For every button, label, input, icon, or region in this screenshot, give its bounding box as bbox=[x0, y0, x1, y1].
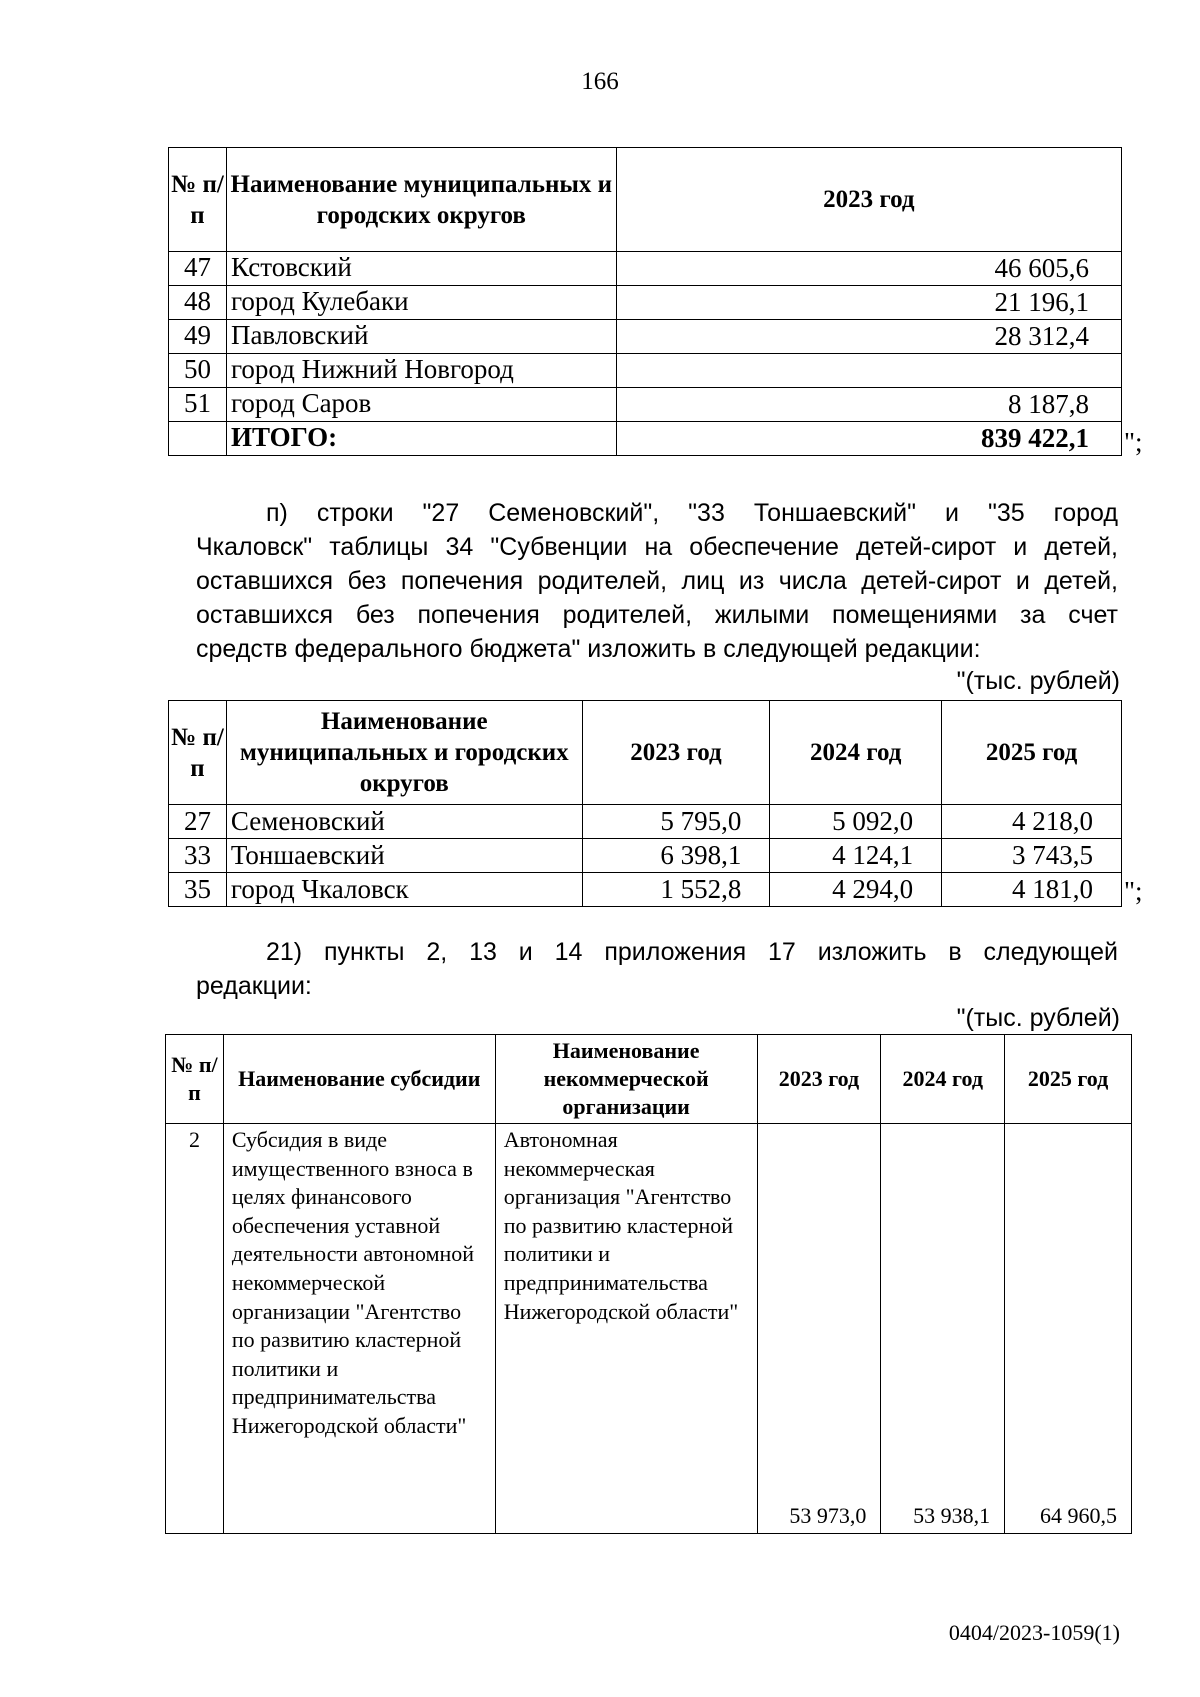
total-value: 839 422,1 bbox=[616, 422, 1121, 456]
total-label: ИТОГО: bbox=[226, 422, 616, 456]
row-value bbox=[616, 354, 1121, 388]
table1-closing-quote: "; bbox=[1124, 427, 1143, 457]
registration-number: 0404/2023-1059(1) bbox=[948, 1620, 1120, 1645]
row-2025: 64 960,5 bbox=[1005, 1124, 1132, 1534]
row-subsidy-name: Субсидия в виде имущественного взноса в целях финансового обеспечения уставной деятельности автономной некоммерческой организации "Агентство по развитию кластерной политики и предпринимательства Нижегородской области" bbox=[223, 1124, 495, 1534]
total-row bbox=[169, 422, 1122, 456]
table-row bbox=[169, 839, 1122, 873]
col-header-2023: 2023 год bbox=[757, 1035, 881, 1124]
paragraph-line: п) строки "27 Семеновский", "33 Тоншаевский" и "35 город bbox=[266, 499, 1118, 527]
row-name: город Чкаловск bbox=[226, 873, 582, 907]
row-num: 27 bbox=[169, 805, 227, 839]
col-header-2024: 2024 год bbox=[881, 1035, 1005, 1124]
table-row bbox=[169, 873, 1122, 907]
row-value: 21 196,1 bbox=[616, 286, 1121, 320]
page-number: 166 bbox=[581, 68, 619, 95]
row-num: 50 bbox=[169, 354, 227, 388]
row-name: город Нижний Новгород bbox=[226, 354, 616, 388]
paragraph-line: средств федерального бюджета" изложить в следующей редакции: bbox=[196, 635, 981, 663]
row-name: город Саров bbox=[226, 388, 616, 422]
row-value: 8 187,8 bbox=[616, 388, 1121, 422]
table-row bbox=[169, 388, 1122, 422]
paragraph-line: 21) пункты 2, 13 и 14 приложения 17 изложить в следующей bbox=[266, 938, 1118, 966]
row-num: 49 bbox=[169, 320, 227, 354]
table-row bbox=[166, 1124, 1132, 1534]
row-2024: 4 294,0 bbox=[770, 873, 942, 907]
row-2024: 5 092,0 bbox=[770, 805, 942, 839]
table-row bbox=[169, 354, 1122, 388]
table-34-subventions bbox=[168, 700, 1122, 907]
col-header-name: Наименование муниципальных и городских округов bbox=[226, 148, 616, 252]
table-appendix-17 bbox=[165, 1034, 1132, 1534]
paragraph-21 bbox=[196, 935, 1118, 1003]
row-num: 33 bbox=[169, 839, 227, 873]
row-organization-name: Автономная некоммерческая организация "Агентство по развитию кластерной политики и предпринимательства Нижегородской области" bbox=[495, 1124, 757, 1534]
row-2024: 53 938,1 bbox=[881, 1124, 1005, 1534]
row-num: 35 bbox=[169, 873, 227, 907]
table-row bbox=[169, 805, 1122, 839]
table-row bbox=[169, 252, 1122, 286]
paragraph-line: оставшихся без попечения родителей, жилыми помещениями за счет bbox=[196, 601, 1118, 629]
row-name: Кстовский bbox=[226, 252, 616, 286]
col-header-2024: 2024 год bbox=[770, 701, 942, 805]
col-header-organization: Наименование некоммерческой организации bbox=[495, 1035, 757, 1124]
paragraph-line: редакции: bbox=[196, 972, 312, 1000]
paragraph-p bbox=[196, 496, 1118, 666]
row-2023: 5 795,0 bbox=[582, 805, 770, 839]
total-num-empty bbox=[169, 422, 227, 456]
col-header-num: № п/п bbox=[169, 148, 227, 252]
row-value: 28 312,4 bbox=[616, 320, 1121, 354]
col-header-2023: 2023 год bbox=[582, 701, 770, 805]
row-2025: 4 218,0 bbox=[942, 805, 1122, 839]
row-num: 2 bbox=[166, 1124, 224, 1534]
col-header-num: № п/п bbox=[169, 701, 227, 805]
paragraph-line: оставшихся без попечения родителей, лиц из числа детей-сирот и детей, bbox=[196, 567, 1118, 595]
table-row bbox=[169, 320, 1122, 354]
row-2023: 6 398,1 bbox=[582, 839, 770, 873]
table-continuation bbox=[168, 147, 1122, 456]
row-2023: 53 973,0 bbox=[757, 1124, 881, 1534]
row-name: Тоншаевский bbox=[226, 839, 582, 873]
col-header-name: Наименование муниципальных и городских округов bbox=[226, 701, 582, 805]
row-2024: 4 124,1 bbox=[770, 839, 942, 873]
col-header-subsidy: Наименование субсидии bbox=[223, 1035, 495, 1124]
row-name: Павловский bbox=[226, 320, 616, 354]
table2-closing-quote: "; bbox=[1124, 876, 1143, 906]
col-header-2025: 2025 год bbox=[942, 701, 1122, 805]
row-value: 46 605,6 bbox=[616, 252, 1121, 286]
unit-label: "(тыс. рублей) bbox=[956, 1004, 1120, 1032]
row-num: 48 bbox=[169, 286, 227, 320]
col-header-2025: 2025 год bbox=[1005, 1035, 1132, 1124]
row-num: 47 bbox=[169, 252, 227, 286]
col-header-num: № п/п bbox=[166, 1035, 224, 1124]
unit-label: "(тыс. рублей) bbox=[956, 667, 1120, 695]
row-name: город Кулебаки bbox=[226, 286, 616, 320]
row-2025: 4 181,0 bbox=[942, 873, 1122, 907]
row-2025: 3 743,5 bbox=[942, 839, 1122, 873]
row-name: Семеновский bbox=[226, 805, 582, 839]
col-header-2023: 2023 год bbox=[616, 148, 1121, 252]
row-2023: 1 552,8 bbox=[582, 873, 770, 907]
paragraph-line: Чкаловск" таблицы 34 "Субвенции на обеспечение детей-сирот и детей, bbox=[196, 533, 1118, 561]
row-num: 51 bbox=[169, 388, 227, 422]
table-row bbox=[169, 286, 1122, 320]
